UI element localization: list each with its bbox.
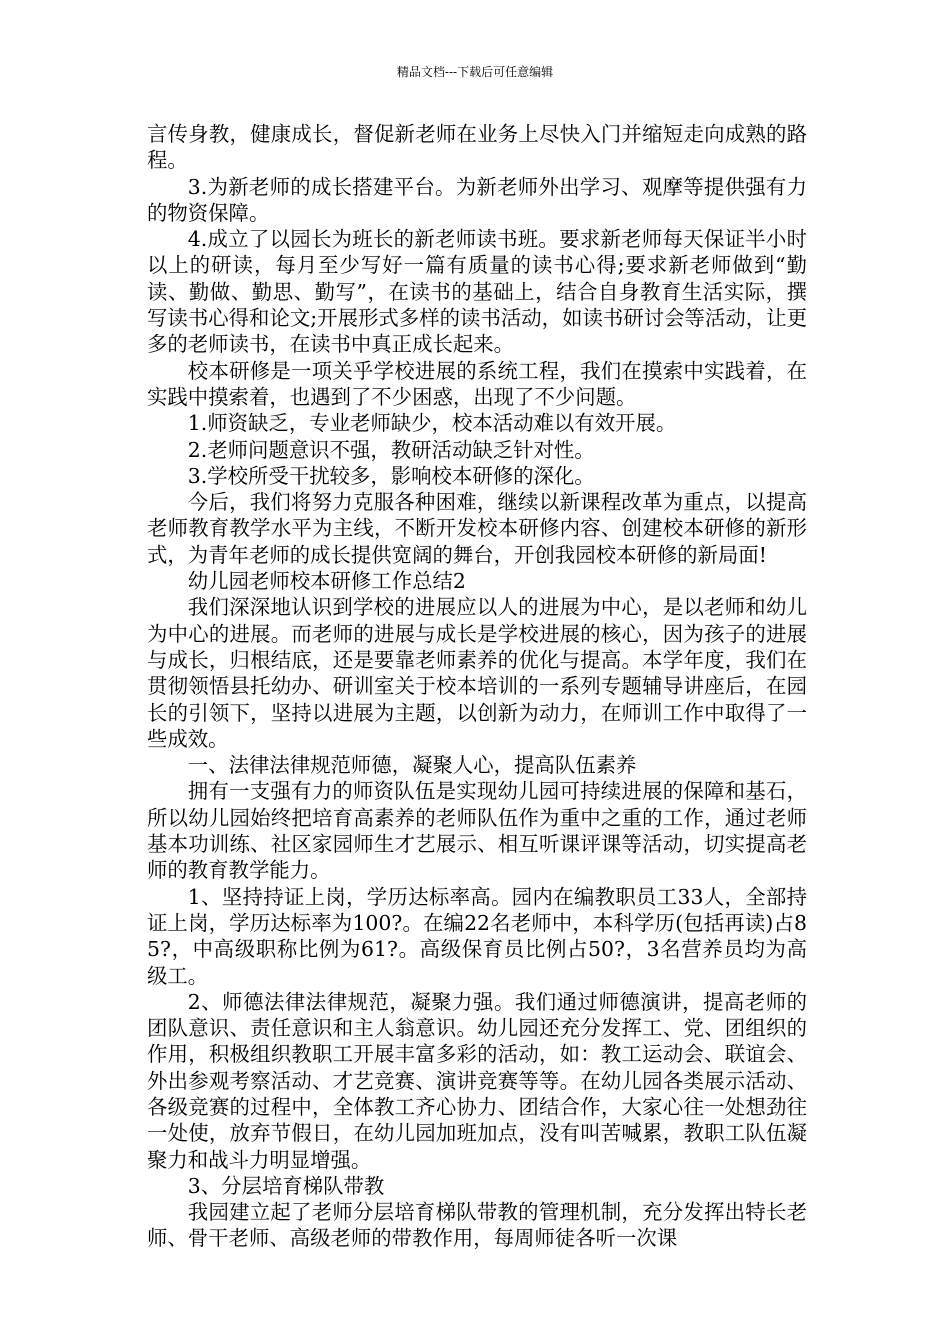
paragraph-5: 1.师资缺乏，专业老师缺少，校本活动难以有效开展。	[187, 411, 677, 436]
document-body	[147, 121, 807, 1252]
paragraph-13: 1、坚持持证上岗，学历达标率高。园内在编教职员工33人，全部持证上岗，学历达标率为100?。在编22名老师中，本科学历(包括再读)占85?，中高级职称比例为61?。高级保育员比例占50?，3名营养员均为高级工。	[147, 884, 807, 988]
paragraph-14: 2、师德法律法律规范，凝聚力强。我们通过师德演讲，提高老师的团队意识、责任意识和主人翁意识。幼儿园还充分发挥工、党、团组织的作用，积极组织教职工开展丰富多彩的活动，如：教工运动会、联谊会、外出参观考察活动、才艺竞赛、演讲竞赛等等。在幼儿园各类展示活动、各级竞赛的过程中，全体教工齐心协力、团结合作，大家心往一处想劲往一处使，放弃节假日，在幼儿园加班加点，没有叫苦喊累，教职工队伍凝聚力和战斗力明显增强。	[147, 989, 807, 1172]
section-heading-1: 一、法律法律规范师德，凝聚人心，提高队伍素养	[187, 753, 637, 778]
paragraph-2: 3.为新老师的成长搭建平台。为新老师外出学习、观摩等提供强有力的物资保障。	[147, 174, 807, 225]
paragraph-16: 我园建立起了老师分层培育梯队带教的管理机制，充分发挥出特长老师、骨干老师、高级老师的带教作用，每周师徒各听一次课	[147, 1200, 807, 1251]
paragraph-12: 拥有一支强有力的师资队伍是实现幼儿园可持续进展的保障和基石，所以幼儿园始终把培育高素养的老师队伍作为重中之重的工作，通过老师基本功训练、社区家园师生才艺展示、相互听课评课等活动，切实提高老师的教育教学能力。	[147, 779, 807, 883]
page-header: 精品文档---下载后可任意编辑	[396, 65, 554, 79]
paragraph-7: 3.学校所受干扰较多，影响校本研修的深化。	[187, 463, 595, 488]
paragraph-3: 4.成立了以园长为班长的新老师读书班。要求新老师每天保证半小时以上的研读，每月至少写好一篇有质量的读书心得;要求新老师做到“勤读、勤做、勤思、勤写”，在读书的基础上，结合自身教育生活实际，撰写读书心得和论文;开展形式多样的读书活动，如读书研讨会等活动，让更多的老师读书，在读书中真正成长起来。	[147, 227, 807, 357]
paragraph-6: 2.老师问题意识不强，教研活动缺乏针对性。	[187, 437, 595, 462]
paragraph-10: 我们深深地认识到学校的进展应以人的进展为中心，是以老师和幼儿为中心的进展。而老师的进展与成长是学校进展的核心，因为孩子的进展与成长，归根结底，还是要靠老师素养的优化与提高。本学年度，我们在贯彻领悟县托幼办、研训室关于校本培训的一系列专题辅导讲座后，在园长的引领下，坚持以进展为主题，以创新为动力，在师训工作中取得了一些成效。	[147, 595, 807, 751]
paragraph-1: 言传身教，健康成长，督促新老师在业务上尽快入门并缩短走向成熟的路程。	[147, 122, 807, 173]
subheading-3: 3、分层培育梯队带教	[187, 1173, 385, 1198]
section-title: 幼儿园老师校本研修工作总结2	[187, 569, 466, 594]
paragraph-4: 校本研修是一项关乎学校进展的系统工程，我们在摸索中实践着，在实践中摸索着，也遇到了不少困惑，出现了不少问题。	[147, 358, 807, 409]
paragraph-8: 今后，我们将努力克服各种困难，继续以新课程改革为重点，以提高老师教育教学水平为主线，不断开发校本研修内容、创建校本研修的新形式，为青年老师的成长提供宽阔的舞台，开创我园校本研修的新局面!	[147, 490, 807, 567]
